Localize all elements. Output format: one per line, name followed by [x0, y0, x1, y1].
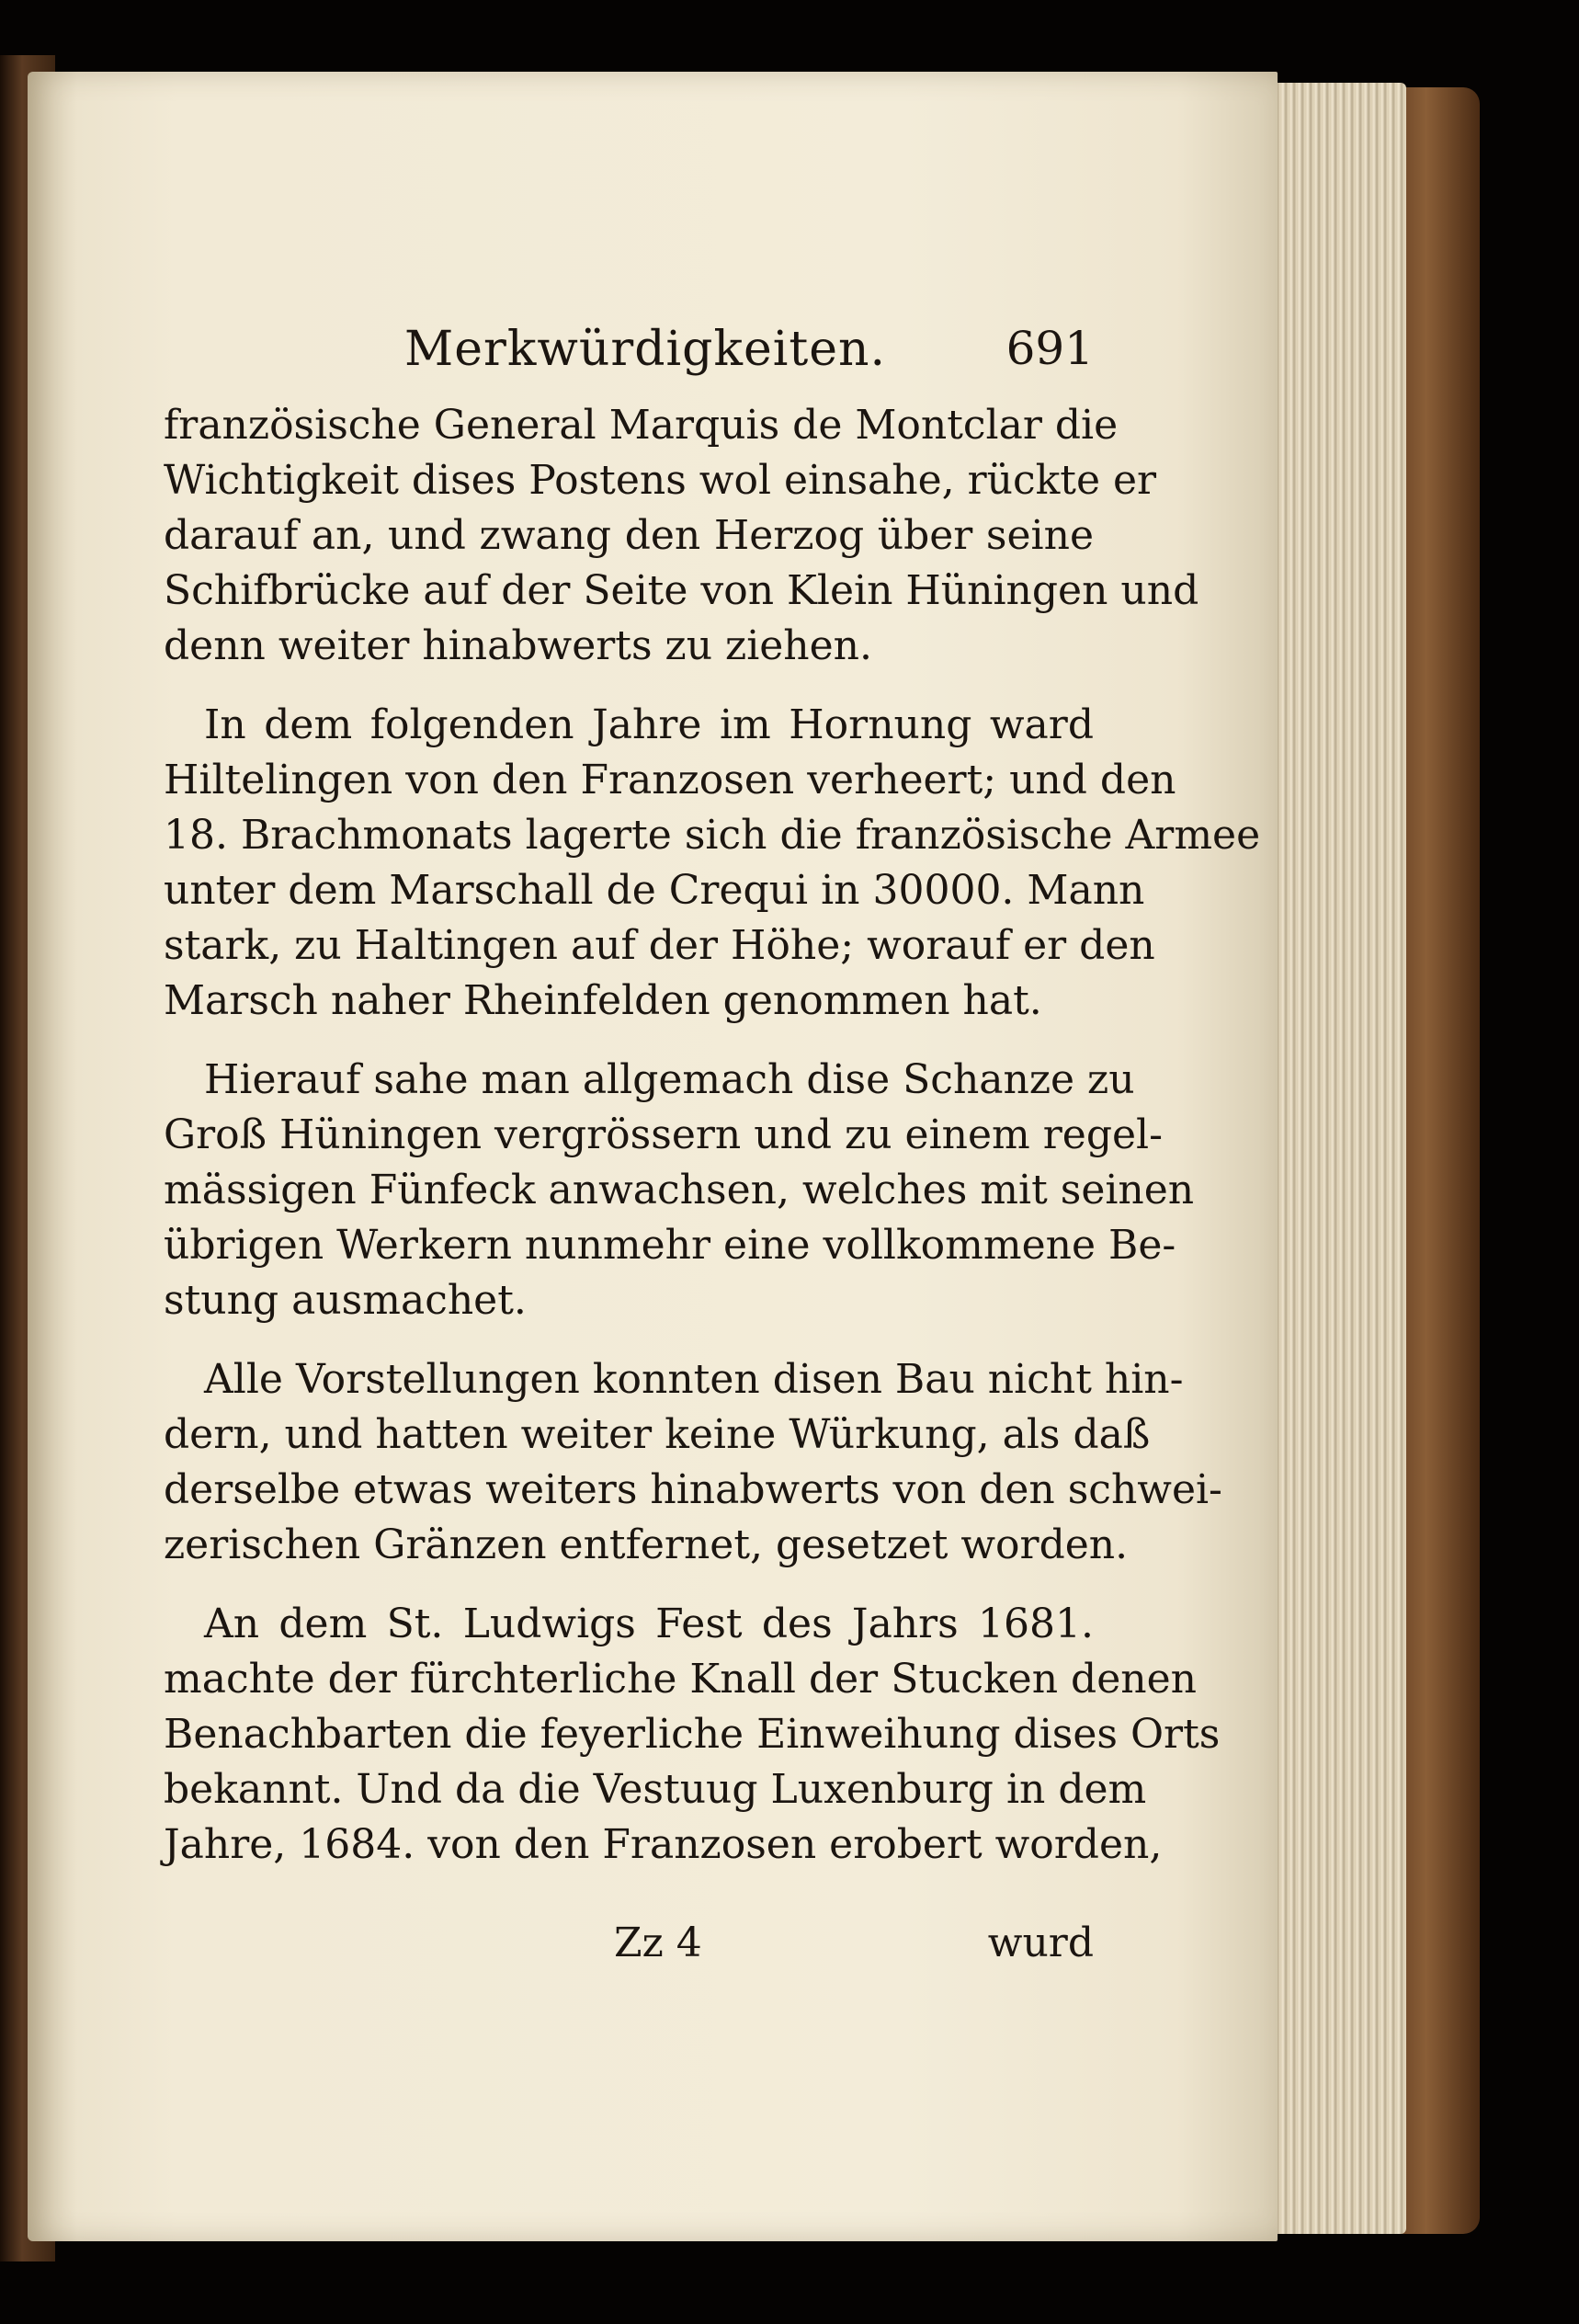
text-line: Hiltelingen von den Franzosen verheert; und den	[164, 757, 1176, 803]
text-line: Schifbrücke auf der Seite von Klein Hüningen und	[164, 567, 1199, 614]
text-line: stung ausmachet.	[164, 1277, 527, 1324]
text-line: machte der fürchterliche Knall der Stucken denen	[164, 1656, 1197, 1703]
text-line: derselbe etwas weiters hinabwerts von den schwei-	[164, 1466, 1222, 1513]
text-line: Alle Vorstellungen konnten disen Bau nicht hin-	[204, 1356, 1184, 1403]
text-line: Hierauf sahe man allgemach dise Schanze zu	[204, 1056, 1135, 1103]
paragraph	[164, 398, 1199, 674]
text-line: Jahre, 1684. von den Franzosen erobert worden,	[164, 1821, 1163, 1868]
text-line: mässigen Fünfeck anwachsen, welches mit seinen	[164, 1167, 1195, 1213]
text-line: 18. Brachmonats lagerte sich die französische Armee	[164, 812, 1261, 859]
text-line: In dem folgenden Jahre im Hornung ward	[204, 701, 1094, 748]
book-page	[28, 72, 1278, 2241]
text-line: bekannt. Und da die Vestuug Luxenburg in dem	[164, 1766, 1147, 1813]
catchword: wurd	[987, 1920, 1094, 1966]
page-number: 691	[1005, 322, 1094, 375]
paragraph	[164, 1597, 1221, 1873]
text-line: Groß Hüningen vergrössern und zu einem regel-	[164, 1111, 1163, 1158]
page-footer	[164, 1920, 1094, 1984]
signature-mark: Zz 4	[614, 1920, 702, 1966]
text-line: Marsch naher Rheinfelden genommen hat.	[164, 977, 1042, 1024]
text-line: Wichtigkeit dises Postens wol einsahe, rückte er	[164, 457, 1157, 504]
text-line: denn weiter hinabwerts zu ziehen.	[164, 622, 873, 669]
text-line: übrigen Werkern nunmehr eine vollkommene Be-	[164, 1222, 1176, 1269]
body-text	[164, 398, 1261, 1897]
text-line: Benachbarten die feyerliche Einweihung dises Orts	[164, 1711, 1221, 1758]
text-line: An dem St. Ludwigs Fest des Jahrs 1681.	[204, 1601, 1094, 1647]
text-line: zerischen Gränzen entfernet, gesetzet worden.	[164, 1521, 1129, 1568]
paragraph	[164, 1053, 1195, 1328]
text-line: dern, und hatten weiter keine Würkung, als daß	[164, 1411, 1151, 1458]
running-head: Merkwürdigkeiten.	[404, 322, 887, 377]
text-line: stark, zu Haltingen auf der Höhe; worauf er den	[164, 922, 1155, 969]
text-line: unter dem Marschall de Crequi in 30000. Mann	[164, 867, 1145, 914]
text-line: darauf an, und zwang den Herzog über seine	[164, 512, 1094, 559]
paragraph	[164, 1352, 1222, 1573]
paragraph	[164, 698, 1261, 1029]
page-header	[165, 322, 1094, 395]
text-line: französische General Marquis de Montclar die	[164, 402, 1119, 449]
